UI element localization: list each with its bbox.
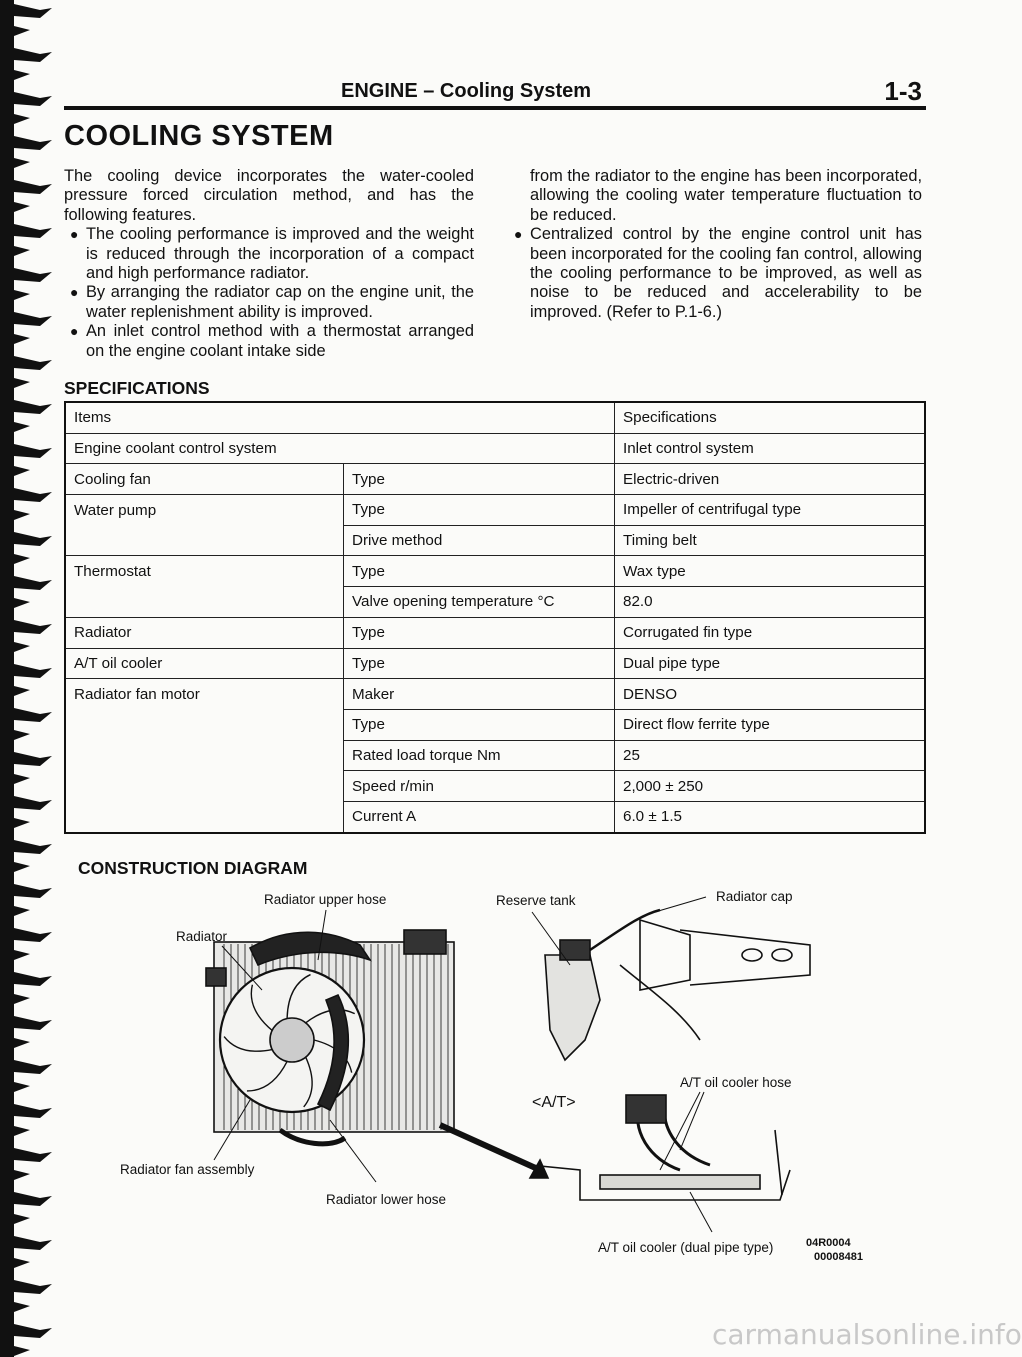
reserve-tank-illustration [545, 910, 810, 1060]
table-row: Engine coolant control system Inlet control system [65, 433, 925, 464]
table-row: A/T oil cooler Type Dual pipe type [65, 648, 925, 679]
figure-number: 00008481 [814, 1251, 863, 1263]
bullet-continuation: from the radiator to the engine has been incorporated, allowing the cooling water temperature fluctuation to be reduced. [530, 167, 922, 224]
at-oil-cooler-illustration [440, 1095, 790, 1200]
table-row: Type Direct flow ferrite type [65, 709, 925, 740]
bullet-item: ● Centralized control by the engine control unit has been incorporated for the cooling fan control, allowing the cooling performance to be improved, as well as noise to be reduced and accelerability to be improved. (Refer to P.1-6.) [514, 225, 922, 321]
bullet-item: ● An inlet control method with a thermostat arranged on the engine coolant intake side [70, 322, 474, 360]
table-row: Cooling fan Type Electric-driven [65, 464, 925, 495]
label-radiator-cap: Radiator cap [716, 889, 793, 904]
table-row: Thermostat Type Wax type [65, 556, 925, 587]
figure-code: 04R0004 [806, 1237, 851, 1249]
label-at-oil-cooler-hose: A/T oil cooler hose [680, 1075, 792, 1090]
bullet-icon: ● [70, 284, 79, 301]
label-radiator-fan-assembly: Radiator fan assembly [120, 1162, 255, 1177]
label-radiator: Radiator [176, 929, 228, 944]
label-reserve-tank: Reserve tank [496, 893, 576, 908]
table-row: Drive method Timing belt [65, 525, 925, 556]
table-row: Water pump Type Impeller of centrifugal type [65, 495, 925, 526]
page-number: 1-3 [884, 76, 922, 106]
bullet-icon: ● [514, 226, 523, 243]
table-row: Speed r/min 2,000 ± 250 [65, 771, 925, 802]
table-row: Current A 6.0 ± 1.5 [65, 801, 925, 832]
bullet-icon: ● [70, 323, 79, 340]
label-at-oil-cooler: A/T oil cooler (dual pipe type) [598, 1240, 774, 1255]
header-title: ENGINE – Cooling System [341, 80, 592, 102]
bullet-item: ● By arranging the radiator cap on the engine unit, the water replenishment ability is improved. [70, 283, 474, 321]
label-radiator-upper-hose: Radiator upper hose [264, 892, 387, 907]
label-at-tag: <A/T> [532, 1094, 576, 1111]
specifications-heading: SPECIFICATIONS [64, 378, 210, 398]
bullet-item: ● The cooling performance is improved and the weight is reduced through the incorporation of a compact and high performance radiator. [70, 225, 474, 283]
bullet-icon: ● [70, 226, 79, 243]
construction-diagram-heading: CONSTRUCTION DIAGRAM [78, 858, 308, 878]
header-items: Items [65, 402, 615, 433]
intro-paragraph: The cooling device incorporates the water-cooled pressure forced circulation method, and has the following features. [64, 167, 474, 224]
label-radiator-lower-hose: Radiator lower hose [326, 1192, 447, 1207]
section-title: COOLING SYSTEM [64, 120, 334, 152]
table-row: Valve opening temperature °C 82.0 [65, 587, 925, 618]
header-specifications: Specifications [615, 402, 926, 433]
table-row: Radiator Type Corrugated fin type [65, 617, 925, 648]
watermark: carmanualsonline.info [712, 1318, 1022, 1351]
table-row: Radiator fan motor Maker DENSO [65, 679, 925, 710]
table-row: Rated load torque Nm 25 [65, 740, 925, 771]
